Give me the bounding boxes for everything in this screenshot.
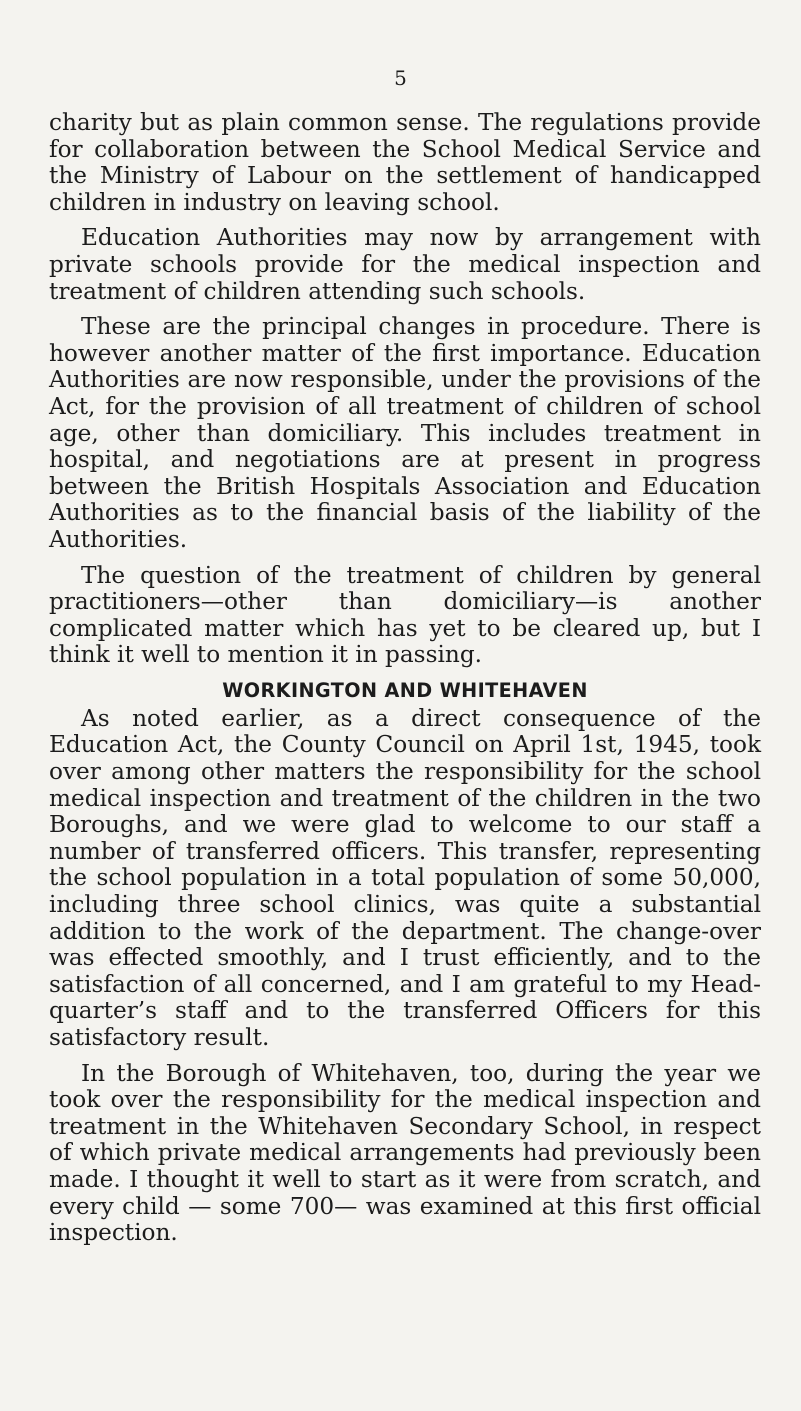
paragraph-general-practitioners: The question of the treatment of children by general practitioners—other than domiciliary—is another complicated matter which has yet to be cleared up, but I think it well to mention it in passing. (49, 561, 761, 669)
paragraph-education-act: As noted earlier, as a direct consequence of the Education Act, the County Council on April 1st, 1945, took over among other matters the responsibility for the school medical inspection and treatment of the children in the two Boroughs, and we were glad to welcome to our staff a number of transferred officers. This transfer, representing the school population in a total population of some 50,000, including three school clinics, was quite a substantial addition to the work of the department. The change-over was effected smoothly, and I trust efficiently, and to the satisfaction of all concerned, and I am grateful to my Headquarter’s staff and to the transferred Officers for this satisfactory result. (49, 704, 761, 1051)
body-text (49, 110, 761, 1256)
paragraph-principal-changes: These are the principal changes in procedure. There is however another matter of the first importance. Education Authorities are now responsible, under the provisions of the Act, for the provision of all treatment of children of school age, other than domiciliary. This includes treatment in hospital, and negotiations are at present in progress between the British Hospitals Association and Education Authorities as to the financial basis of the liability of the Authorities. (49, 313, 761, 553)
paragraph-continuation: charity but as plain common sense. The regulations provide for collaboration between the School Medical Service and the Ministry of Labour on the settlement of handicapped children in industry on leaving school. (49, 109, 761, 216)
section-heading: WORKINGTON AND WHITEHAVEN (222, 678, 588, 702)
paragraph-private-schools: Education Authorities may now by arrangement with private schools provide for the medical inspection and treatment of children attending such schools. (49, 224, 761, 305)
paragraph-whitehaven-secondary: In the Borough of Whitehaven, too, during the year we took over the responsibility for the medical inspection and treatment in the Whitehaven Secondary School, in respect of which private medical arrangements had previously been made. I thought it well to start as it were from scratch, and every child — some 700— was examined at this first official inspection. (49, 1059, 761, 1247)
page-number: 5 (394, 66, 407, 90)
